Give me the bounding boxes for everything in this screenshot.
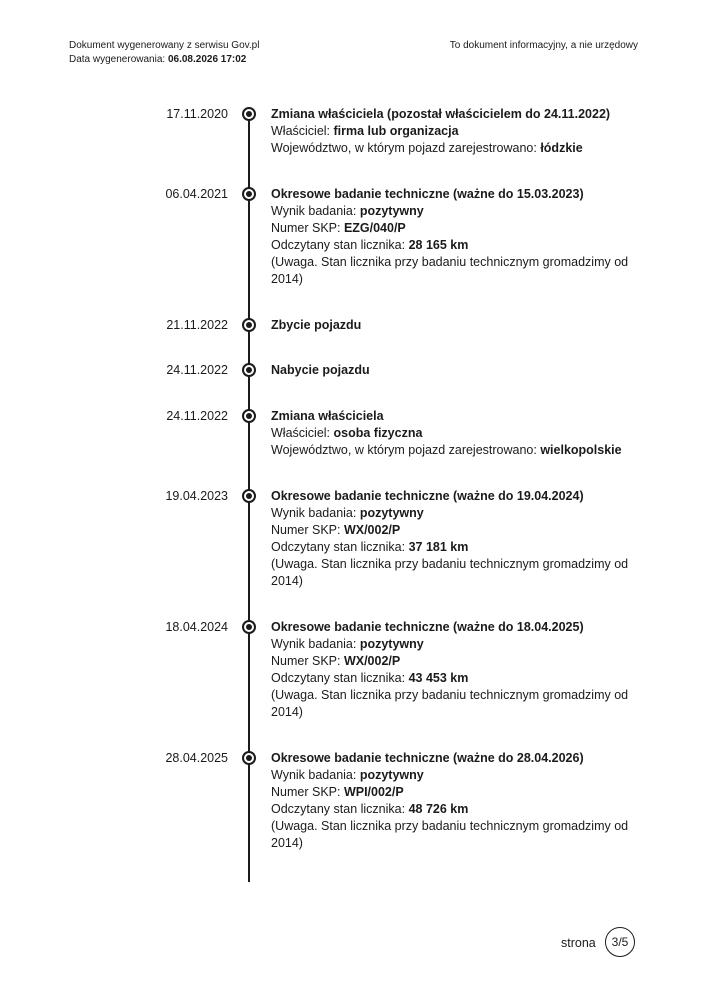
timeline-dot-icon xyxy=(242,187,256,201)
event-details xyxy=(271,408,641,459)
event-detail-line xyxy=(271,636,641,653)
detail-value: WPI/002/P xyxy=(343,785,404,799)
detail-value: 37 181 km xyxy=(408,540,469,554)
detail-label: Właściciel: xyxy=(271,426,334,440)
event-date: 19.04.2023 xyxy=(165,489,228,503)
source-note: Dokument wygenerowany z serwisu Gov.pl xyxy=(69,40,260,51)
detail-label: Odczytany stan licznika: xyxy=(271,540,409,554)
event-detail-line xyxy=(271,220,641,237)
generation-date-line xyxy=(69,53,259,67)
document-header-left xyxy=(69,39,259,67)
event-details xyxy=(271,106,641,157)
detail-value: WX/002/P xyxy=(343,523,401,537)
detail-label: Numer SKP: xyxy=(271,523,344,537)
detail-label: Wynik badania: xyxy=(271,768,360,782)
timeline-dot-icon xyxy=(242,620,256,634)
page-label: strona xyxy=(561,936,596,950)
event-date: 18.04.2024 xyxy=(165,620,228,634)
detail-value: pozytywny xyxy=(359,768,424,782)
detail-value: pozytywny xyxy=(359,506,424,520)
odometer-note: (Uwaga. Stan licznika przy badaniu technicznym gromadzimy od 2014) xyxy=(271,557,629,588)
event-date: 06.04.2021 xyxy=(165,187,228,201)
event-details xyxy=(271,619,641,721)
detail-value: 48 726 km xyxy=(408,802,469,816)
detail-label: Właściciel: xyxy=(271,124,334,138)
detail-label: Województwo, w którym pojazd zarejestrowano: xyxy=(271,141,541,155)
timeline-dot-icon xyxy=(242,107,256,121)
event-details xyxy=(271,488,641,590)
detail-value: pozytywny xyxy=(359,204,424,218)
event-title: Okresowe badanie techniczne (ważne do 15.03.2023) xyxy=(271,187,584,201)
page-number-badge: 3/5 xyxy=(605,927,635,957)
timeline-dot-icon xyxy=(242,489,256,503)
event-detail-line xyxy=(271,140,641,157)
detail-value: łódzkie xyxy=(540,141,583,155)
event-detail-line xyxy=(271,801,641,818)
generation-date-label: Data wygenerowania: xyxy=(69,54,166,65)
event-date: 24.11.2022 xyxy=(166,409,228,423)
detail-value: WX/002/P xyxy=(343,654,401,668)
detail-label: Numer SKP: xyxy=(271,785,344,799)
event-title: Okresowe badanie techniczne (ważne do 28.04.2026) xyxy=(271,751,584,765)
detail-value: EZG/040/P xyxy=(343,221,406,235)
event-details xyxy=(271,317,641,334)
event-details xyxy=(271,186,641,288)
detail-label: Numer SKP: xyxy=(271,221,344,235)
event-detail-line xyxy=(271,653,641,670)
detail-label: Odczytany stan licznika: xyxy=(271,671,409,685)
odometer-note: (Uwaga. Stan licznika przy badaniu technicznym gromadzimy od 2014) xyxy=(271,819,629,850)
detail-value: firma lub organizacja xyxy=(333,124,459,138)
detail-label: Numer SKP: xyxy=(271,654,344,668)
odometer-note: (Uwaga. Stan licznika przy badaniu technicznym gromadzimy od 2014) xyxy=(271,688,629,719)
event-details xyxy=(271,750,641,852)
timeline-dot-icon xyxy=(242,318,256,332)
event-title: Okresowe badanie techniczne (ważne do 19.04.2024) xyxy=(271,489,584,503)
event-title: Okresowe badanie techniczne (ważne do 18.04.2025) xyxy=(271,620,584,634)
informational-note: To dokument informacyjny, a nie urzędowy xyxy=(449,40,638,51)
detail-label: Odczytany stan licznika: xyxy=(271,238,409,252)
event-title: Zmiana właściciela (pozostał właścicielem do 24.11.2022) xyxy=(271,107,611,121)
timeline-dot-icon xyxy=(242,409,256,423)
generation-date-value: 06.08.2026 17:02 xyxy=(167,54,247,65)
event-date: 17.11.2020 xyxy=(166,107,228,121)
event-detail-line xyxy=(271,670,641,687)
event-detail-line xyxy=(271,505,641,522)
detail-label: Wynik badania: xyxy=(271,204,360,218)
detail-value: wielkopolskie xyxy=(540,443,622,457)
timeline-dot-icon xyxy=(242,363,256,377)
detail-value: osoba fizyczna xyxy=(333,426,423,440)
event-detail-line xyxy=(271,539,641,556)
timeline-dot-icon xyxy=(242,751,256,765)
detail-value: 28 165 km xyxy=(408,238,469,252)
event-details xyxy=(271,362,641,379)
event-detail-line xyxy=(271,784,641,801)
detail-label: Wynik badania: xyxy=(271,637,360,651)
event-detail-line xyxy=(271,203,641,220)
event-date: 21.11.2022 xyxy=(166,318,228,332)
event-detail-line xyxy=(271,237,641,254)
event-detail-line xyxy=(271,442,641,459)
event-date: 24.11.2022 xyxy=(166,363,228,377)
event-date: 28.04.2025 xyxy=(165,751,228,765)
detail-label: Odczytany stan licznika: xyxy=(271,802,409,816)
event-detail-line xyxy=(271,123,641,140)
detail-label: Województwo, w którym pojazd zarejestrowano: xyxy=(271,443,541,457)
event-detail-line xyxy=(271,522,641,539)
event-title: Zmiana właściciela xyxy=(271,409,384,423)
event-title: Zbycie pojazdu xyxy=(271,318,362,332)
event-detail-line xyxy=(271,425,641,442)
event-detail-line xyxy=(271,767,641,784)
event-title: Nabycie pojazdu xyxy=(271,363,370,377)
detail-label: Wynik badania: xyxy=(271,506,360,520)
detail-value: 43 453 km xyxy=(408,671,469,685)
odometer-note: (Uwaga. Stan licznika przy badaniu technicznym gromadzimy od 2014) xyxy=(271,255,629,286)
detail-value: pozytywny xyxy=(359,637,424,651)
